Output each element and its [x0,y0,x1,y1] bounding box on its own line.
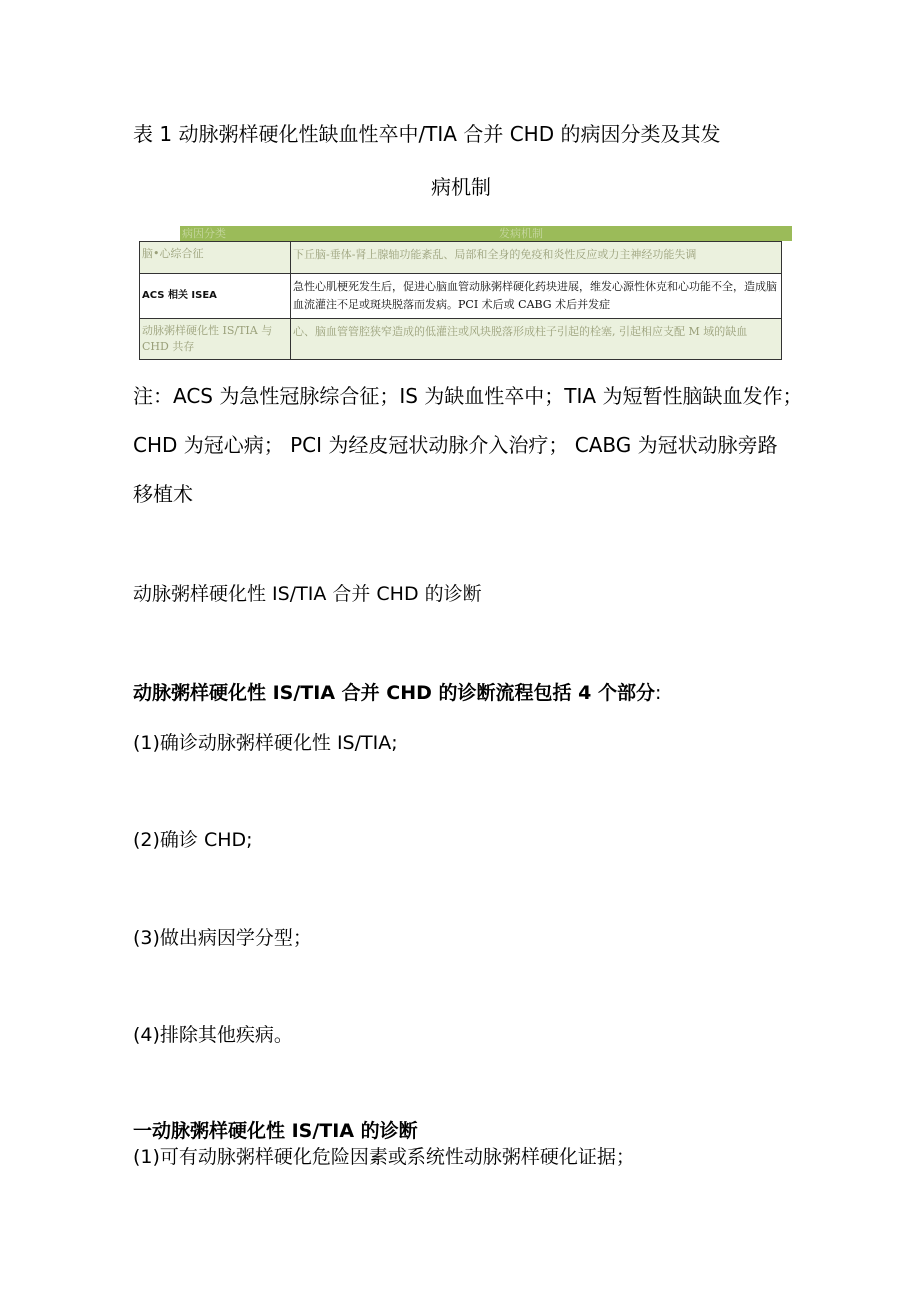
table-header-category: 病因分类 [182,227,226,240]
table-title-line-2: 病机制 [431,175,491,199]
step-item: (1)确诊动脉粥样硬化性 IS/TIA; [133,732,398,754]
table-title-line-1: 表 1 动脉粥样硬化性缺血性卒中/TIA 合并 CHD 的病因分类及其发 [133,122,721,146]
table-cell-mechanism: 急性心肌梗死发生后，促进心脑血管动脉粥样硬化药块进展，维发心源性休克和心功能不全，造成脑血流灌注不足或斑块脱落而发病。PCI 术后或 CABG 术后并发症 [293,280,777,311]
table-cell-category: 脑•心综合征 [140,242,291,273]
step-item: (4)排除其他疾病。 [133,1024,293,1046]
section-title: 动脉粥样硬化性 IS/TIA 合并 CHD 的诊断 [133,583,482,605]
diagnosis-intro-text: 动脉粥样硬化性 IS/TIA 合并 CHD 的诊断流程包括 4 个部分 [133,682,655,704]
table-cell-mechanism: 下丘脑-垂体-肾上腺轴功能紊乱、局部和全身的免疫和炎性反应或力主神经功能失调 [293,248,697,261]
table-cell-category: 动脉粥样硬化性 IS/TIA 与 CHD 共存 [140,319,291,359]
note-line-1: 注：ACS 为急性冠脉综合征；IS 为缺血性卒中；TIA 为短暂性脑缺血发作； [133,384,803,408]
diagnosis-intro [133,678,661,705]
subheading: 一动脉粥样硬化性 IS/TIA 的诊断 [133,1120,418,1142]
table-header-bar [180,226,792,241]
step-item: (3)做出病因学分型； [133,927,312,949]
note-line-2: CHD 为冠心病； PCI 为经皮冠状动脉介入治疗； CABG 为冠状动脉旁路 [133,433,778,457]
table-cell-mechanism: 心、脑血管管腔狭窄造成的低灌注或风块脱落形成柱子引起的栓塞, 引起相应支配 M 域的缺血 [293,325,748,338]
table-row [140,242,781,274]
table-row [140,319,781,359]
paragraph: (1)可有动脉粥样硬化危险因素或系统性动脉粥样硬化证据； [133,1146,635,1168]
diagnosis-intro-colon: : [654,682,662,704]
step-item: (2)确诊 CHD; [133,829,253,851]
table-header-mechanism: 发病机制 [499,227,543,240]
table-cell-category: ACS 相关 ISEA [140,274,291,318]
note-line-3: 移植术 [133,482,193,506]
etiology-table [139,241,782,360]
table-row [140,274,781,319]
